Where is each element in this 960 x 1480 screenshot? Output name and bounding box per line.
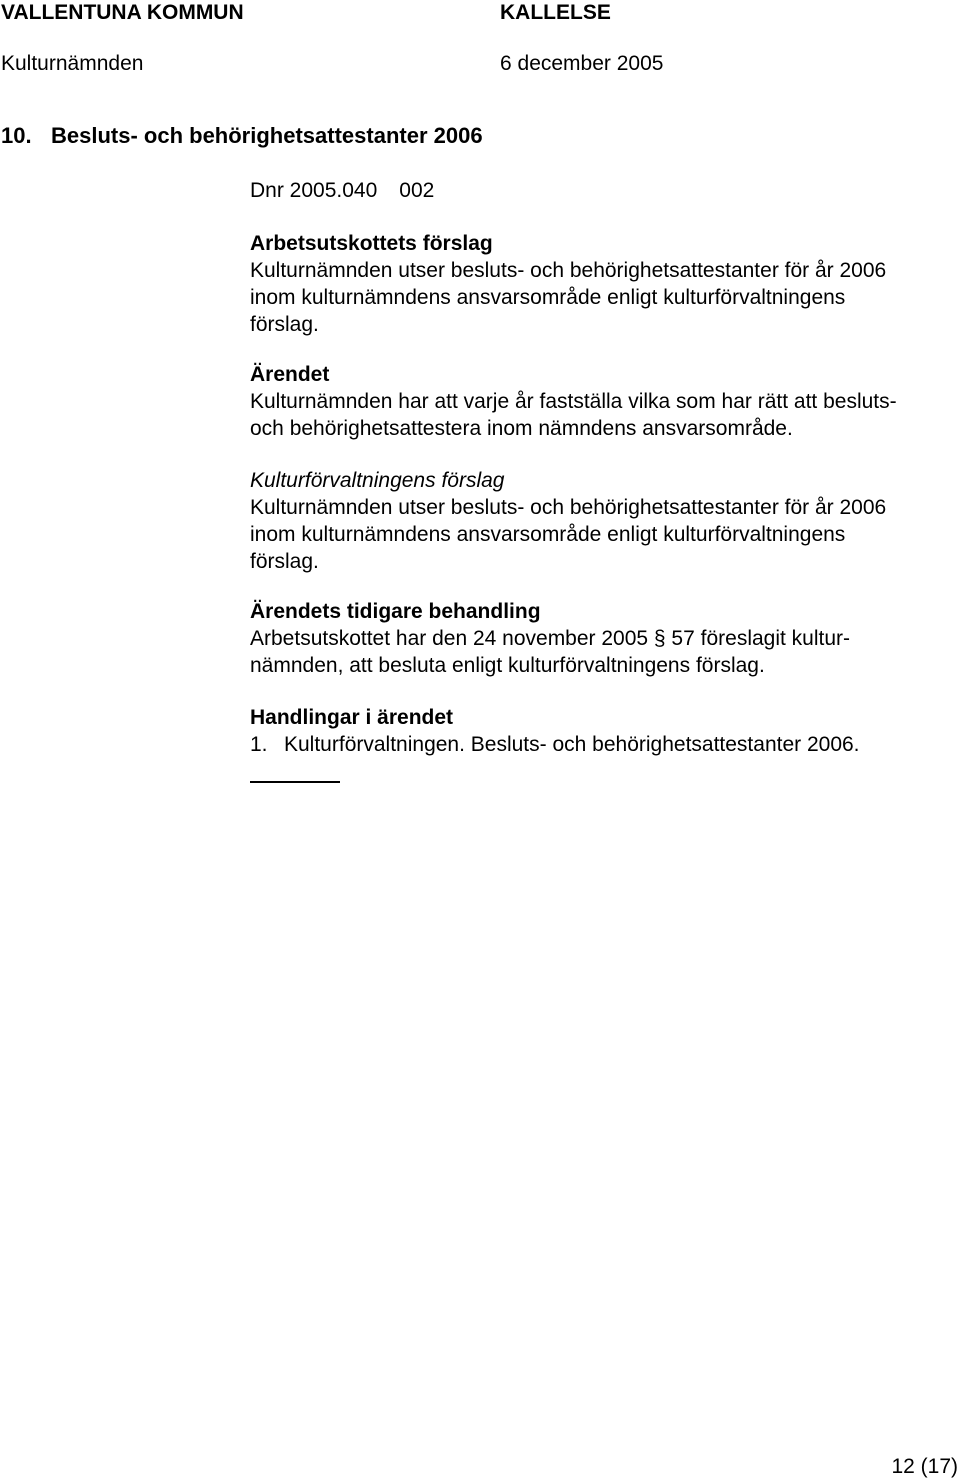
section-arendet <box>250 361 950 442</box>
item-title-text: Besluts- och behörighetsattestanter 2006 <box>51 123 483 148</box>
section-heading: Handlingar i ärendet <box>250 706 454 729</box>
section-heading: Ärendets tidigare behandling <box>250 600 541 623</box>
item-title <box>1 122 483 149</box>
document-type: KALLELSE <box>500 1 611 24</box>
end-rule <box>250 781 340 783</box>
item-number: 10. <box>1 123 32 148</box>
section-arendets-tidigare-behandling <box>250 598 950 679</box>
list-item-number: 1. <box>250 733 268 756</box>
section-arbetsutskottets-forslag <box>250 230 950 338</box>
dnr-code: 002 <box>399 179 435 202</box>
section-text-line: och behörighetsattestera inom nämndens ansvarsområde. <box>250 417 793 440</box>
list-item <box>250 731 950 758</box>
section-heading: Kulturförvaltningens förslag <box>250 469 505 492</box>
section-heading: Arbetsutskottets förslag <box>250 232 493 255</box>
section-kulturforvaltningens-forslag <box>250 467 950 575</box>
section-text-line: förslag. <box>250 550 319 573</box>
committee-name: Kulturnämnden <box>1 52 144 75</box>
section-text-line: Kulturnämnden har att varje år fastställa vilka som har rätt att besluts- <box>250 390 897 413</box>
page-number: 12 (17) <box>891 1455 958 1478</box>
section-text-line: förslag. <box>250 313 319 336</box>
section-text-line: Kulturnämnden utser besluts- och behörighetsattestanter för år 2006 <box>250 259 887 282</box>
section-text-line: inom kulturnämndens ansvarsområde enligt kulturförvaltningens <box>250 523 846 546</box>
section-text-line: nämnden, att besluta enligt kulturförvaltningens förslag. <box>250 654 765 677</box>
organization-name: VALLENTUNA KOMMUN <box>1 1 244 24</box>
section-text-line: Arbetsutskottet har den 24 november 2005 § 57 föreslagit kultur- <box>250 627 851 650</box>
document-date: 6 december 2005 <box>500 52 664 75</box>
list-item-text: Kulturförvaltningen. Besluts- och behörighetsattestanter 2006. <box>284 733 860 756</box>
section-text-line: Kulturnämnden utser besluts- och behörighetsattestanter för år 2006 <box>250 496 887 519</box>
dnr-label: Dnr 2005.040 <box>250 179 378 202</box>
section-text-line: inom kulturnämndens ansvarsområde enligt kulturförvaltningens <box>250 286 846 309</box>
section-heading: Ärendet <box>250 363 330 386</box>
section-handlingar-i-arendet <box>250 704 950 758</box>
registration-number <box>250 177 434 204</box>
